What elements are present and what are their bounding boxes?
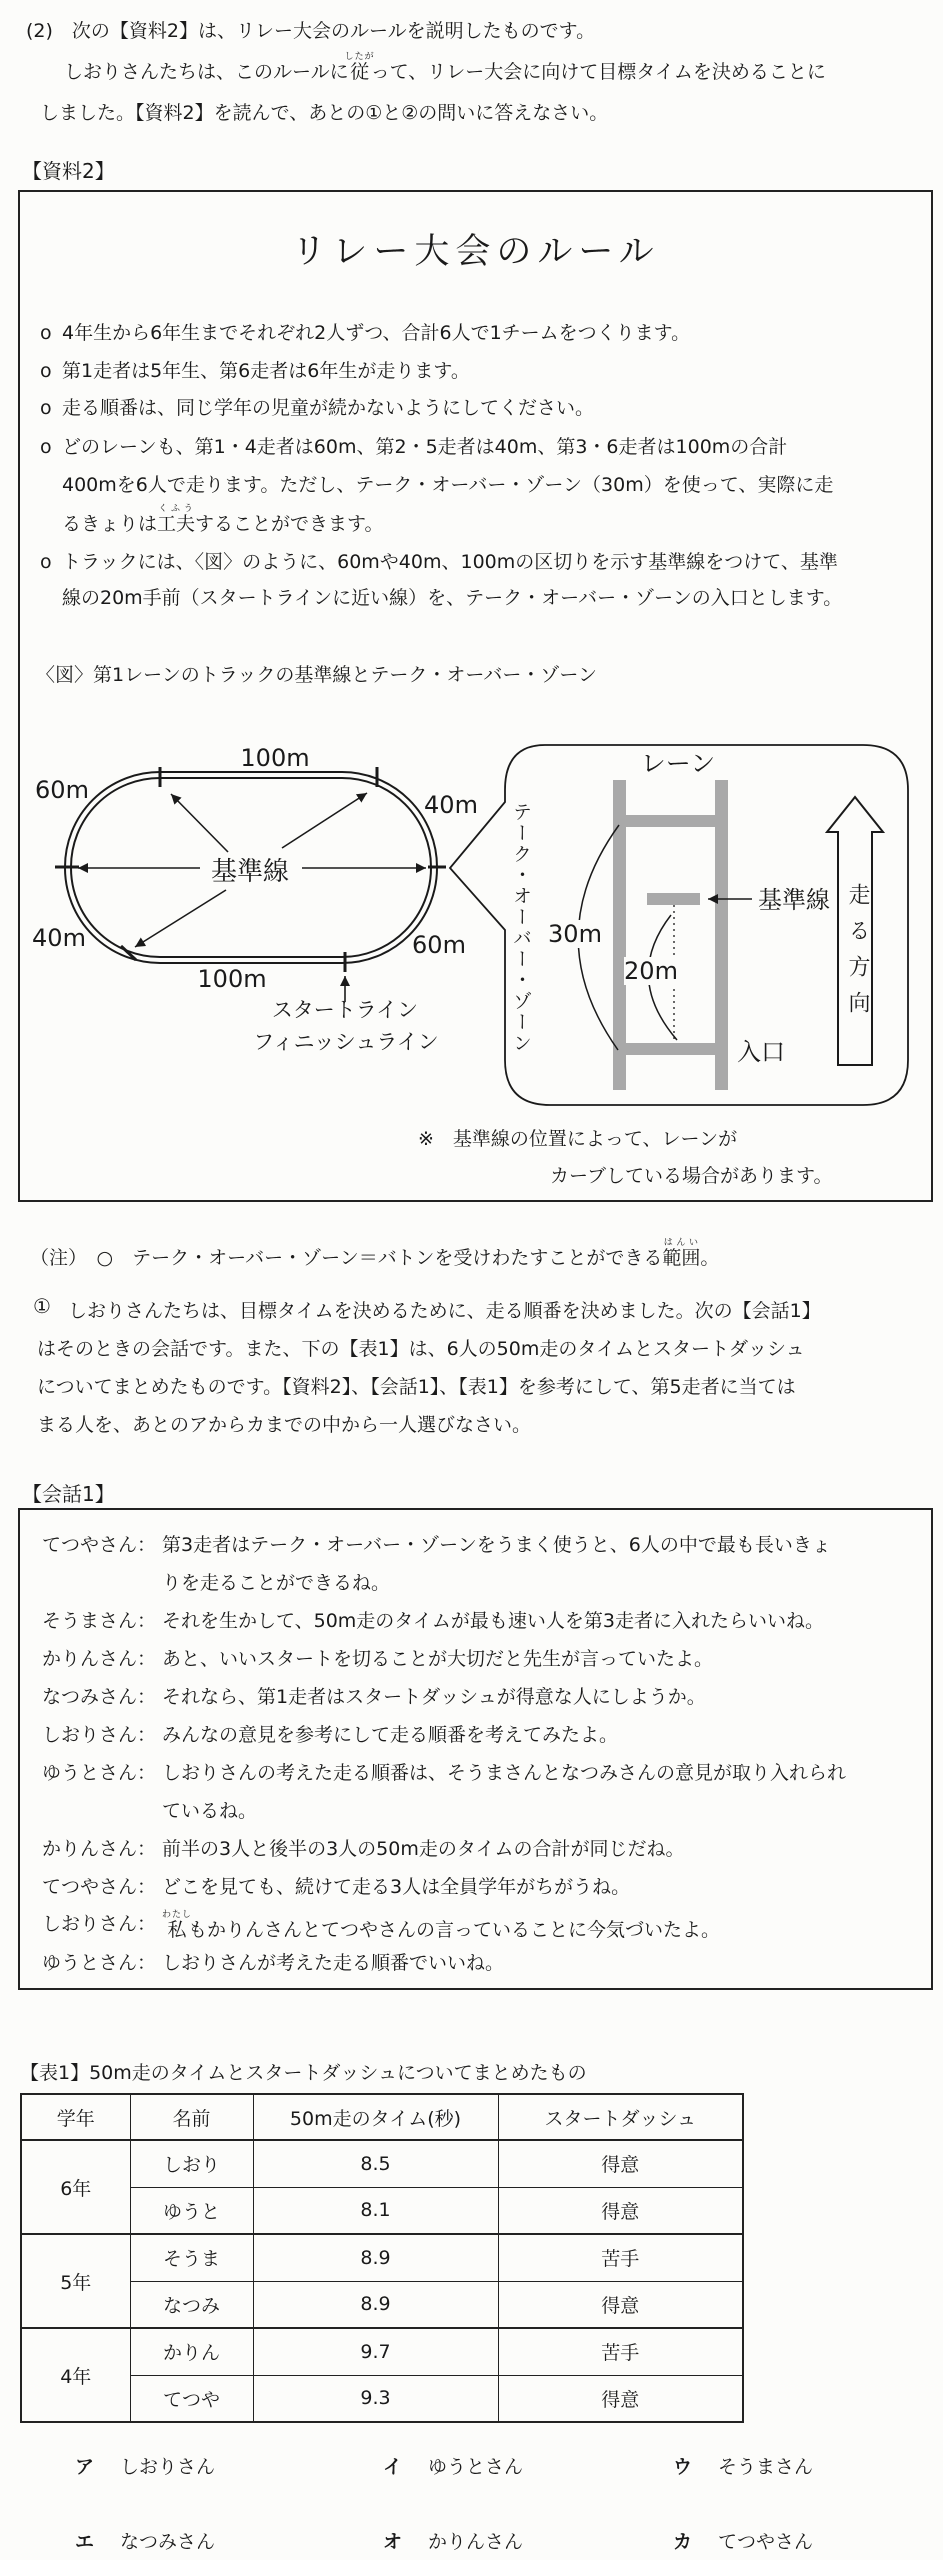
table-row (21, 2281, 743, 2328)
time-cell: 8.1 (253, 2187, 498, 2234)
option-key: カ (673, 2531, 693, 2553)
dash-cell: 得意 (498, 2281, 743, 2328)
kaiwa-label: 【会話1】 (22, 1482, 115, 1506)
problem-line-2-pre: しおりさんたちは、このルールに (64, 61, 349, 83)
zone-vertical-label: テーク・オーバー・ゾーン (510, 802, 532, 1054)
kijunsen-arrow-top-right (282, 793, 367, 848)
label-60m-top-left: 60m (35, 776, 89, 804)
header-dash: スタートダッシュ (498, 2094, 743, 2140)
table-row (21, 2328, 743, 2375)
dialogue-line: ゆうとさん： しおりさんが考えた走る順番でいいね。 (42, 1948, 902, 1975)
table-row (21, 2375, 743, 2422)
label-60m-bottom-right: 60m (412, 931, 466, 959)
option-ka: カ てつやさん (673, 2531, 814, 2553)
table-header-row (21, 2094, 743, 2140)
label-lane-kijunsen: 基準線 (758, 886, 830, 914)
shiryo2-title: リレー大会のルール (291, 232, 660, 272)
rule-5-line-2: 線の20m手前（スタートラインに近い線）を、テーク・オーバー・ゾーンの入口とします。 (62, 587, 843, 609)
label-40m-bottom-left: 40m (32, 924, 86, 952)
header-name: 名前 (130, 2094, 253, 2140)
problem-line-3: しました。【資料2】を読んで、あとの①と②の問いに答えなさい。 (40, 102, 609, 124)
table-caption: 【表1】50m走のタイムとスタートダッシュについてまとめたもの (20, 2062, 587, 2084)
kijunsen-arrow-bottom-left (135, 890, 226, 947)
track-diagram (30, 740, 910, 1110)
label-lane: レーン (640, 749, 716, 778)
speaker-name: なつみさん： (42, 1686, 157, 1708)
option-o: オ かりんさん (383, 2531, 524, 2553)
name-cell: ゆうと (130, 2187, 253, 2234)
grade-cell: 6年 (21, 2140, 130, 2234)
chu-note: （注） ○ テーク・オーバー・ゾーン＝バトンを受けわたすことができる範囲はんい。 (30, 1238, 720, 1269)
time-cell: 8.5 (253, 2140, 498, 2187)
ruby-kufuu: 工夫くふう (157, 504, 196, 535)
label-100m-top: 100m (240, 744, 310, 772)
rule-4-line-2: 400mを6人で走ります。ただし、テーク・オーバー・ゾーン（30m）を使って、実際に走 (62, 474, 834, 496)
bullet-marker: o (40, 436, 52, 458)
ruby-shitagau: 従したが (344, 52, 375, 83)
option-key: イ (383, 2456, 403, 2478)
name-cell: てつや (130, 2375, 253, 2422)
q1-line-2: はそのときの会話です。また、下の【表1】は、6人の50m走のタイムとスタートダッシュ (37, 1338, 805, 1360)
dialogue-continuation: りを走ることができるね。 (162, 1572, 391, 1594)
time-cell: 9.3 (253, 2375, 498, 2422)
dash-cell: 得意 (498, 2140, 743, 2187)
problem-line-1: (2) 次の【資料2】は、リレー大会のルールを説明したものです。 (26, 20, 596, 42)
option-key: ア (75, 2456, 95, 2478)
dialogue-line: かりんさん： 前半の3人と後半の3人の50m走のタイムの合計が同じだね。 (42, 1834, 902, 1861)
bullet-marker: o (40, 360, 52, 382)
rule-4-line-1: o どのレーンも、第1・4走者は60m、第2・5走者は40m、第3・6走者は100mの合計 (40, 436, 788, 458)
name-cell: かりん (130, 2328, 253, 2375)
dialogue-continuation: ているね。 (162, 1800, 258, 1822)
q1-line-3: についてまとめたものです。【資料2】、【会話1】、【表1】を参考にして、第5走者に当ては (37, 1376, 796, 1398)
bullet-marker: o (40, 397, 52, 419)
speaker-name: てつやさん： (42, 1534, 157, 1556)
time-cell: 8.9 (253, 2281, 498, 2328)
problem-line-2 (64, 52, 826, 87)
curve-note-line-1: ※ 基準線の位置によって、レーンが (418, 1128, 738, 1150)
dialogue-line: そうまさん： それを生かして、50m走のタイムが最も速い人を第3走者に入れたらいいね。 (42, 1606, 902, 1633)
label-30m: 30m (548, 920, 602, 948)
track-diagram-svg (30, 740, 910, 1110)
dialogue-line: ゆうとさん： しおりさんの考えた走る順番は、そうまさんとなつみさんの意見が取り入れられ (42, 1758, 902, 1785)
direction-vertical-label: 走る方向 (845, 883, 870, 1027)
option-i: イ ゆうとさん (383, 2456, 524, 2478)
rule-3: o 走る順番は、同じ学年の児童が続かないようにしてください。 (40, 397, 595, 419)
dialogue-line: かりんさん： あと、いいスタートを切ることが大切だと先生が言っていたよ。 (42, 1644, 902, 1671)
speaker-name: ゆうとさん： (42, 1762, 157, 1784)
option-key: エ (75, 2531, 95, 2553)
lane-entrance-bar (613, 1043, 728, 1055)
option-e: エ なつみさん (75, 2531, 216, 2553)
dash-cell: 得意 (498, 2187, 743, 2234)
grade-cell: 5年 (21, 2234, 130, 2328)
q1-line-1: しおりさんたちは、目標タイムを決めるために、走る順番を決めました。次の【会話1】 (68, 1300, 821, 1322)
dialogue-line: しおりさん： みんなの意見を参考にして走る順番を考えてみたよ。 (42, 1720, 902, 1747)
label-kijunsen-center: 基準線 (210, 857, 290, 887)
rule-5-line-1: o トラックには、〈図〉のように、60mや40m、100mの区切りを示す基準線をつけて、基準 (40, 551, 838, 573)
kijunsen-arrow-top-left (171, 794, 228, 852)
option-u: ウ そうまさん (673, 2456, 814, 2478)
dash-cell: 苦手 (498, 2328, 743, 2375)
problem-line-2-post: って、リレー大会に向けて目標タイムを決めることに (370, 61, 826, 83)
label-20m: 20m (624, 957, 678, 985)
table-row (21, 2140, 743, 2187)
label-start-line: スタートライン (271, 998, 419, 1022)
dash-cell: 得意 (498, 2375, 743, 2422)
curve-note-line-2: カーブしている場合があります。 (550, 1165, 833, 1187)
option-key: ウ (673, 2456, 693, 2478)
label-100m-bottom: 100m (197, 965, 267, 993)
header-grade: 学年 (21, 2094, 130, 2140)
dash-cell: 苦手 (498, 2234, 743, 2281)
bullet-marker: o (40, 322, 52, 344)
rule-1: o 4年生から6年生までそれぞれ2人ずつ、合計6人で1チームをつくります。 (40, 322, 691, 344)
dialogue-text: 私わたしもかりんさんとてつやさんの言っていることに今気づいたよ。 (162, 1910, 721, 1941)
speaker-name: ゆうとさん： (42, 1952, 157, 1974)
table-wrap (20, 2093, 744, 2423)
dialogue-line: てつやさん： 第3走者はテーク・オーバー・ゾーンをうまく使うと、6人の中で最も長いきょ (42, 1530, 902, 1557)
ruby-hani: 範囲はんい (662, 1238, 701, 1269)
name-cell: そうま (130, 2234, 253, 2281)
q1-line-4: まる人を、あとのアからカまでの中から一人選びなさい。 (37, 1414, 532, 1436)
label-finish-line: フィニッシュライン (253, 1030, 439, 1054)
speaker-name: しおりさん： (42, 1913, 157, 1935)
time-table (20, 2093, 744, 2423)
option-a: ア しおりさん (75, 2456, 216, 2478)
table-row (21, 2234, 743, 2281)
speaker-name: かりんさん： (42, 1648, 157, 1670)
lane-top-bar (613, 815, 728, 827)
dialogue-line: なつみさん： それなら、第1走者はスタートダッシュが得意な人にしようか。 (42, 1682, 902, 1709)
option-key: オ (383, 2531, 403, 2553)
grade-cell: 4年 (21, 2328, 130, 2422)
name-cell: しおり (130, 2140, 253, 2187)
ruby-watashi: 私わたし (162, 1910, 193, 1941)
table-row (21, 2187, 743, 2234)
speaker-name: しおりさん： (42, 1724, 157, 1746)
q1-number: ① (33, 1294, 51, 1318)
bullet-marker: o (40, 551, 52, 573)
dialogue-line (42, 1910, 902, 1944)
shiryo2-label: 【資料2】 (22, 159, 115, 183)
speaker-name: てつやさん： (42, 1876, 157, 1898)
time-cell: 8.9 (253, 2234, 498, 2281)
dialogue-line: てつやさん： どこを見ても、続けて走る3人は全員学年がちがうね。 (42, 1872, 902, 1899)
speaker-name: そうまさん： (42, 1610, 157, 1632)
speaker-name: かりんさん： (42, 1838, 157, 1860)
rule-4-line-3: るきょりは工夫くふうすることができます。 (62, 504, 384, 535)
time-cell: 9.7 (253, 2328, 498, 2375)
label-40m-top-right: 40m (424, 791, 478, 819)
label-entrance: 入口 (737, 1038, 785, 1066)
rule-2: o 第1走者は5年生、第6走者は6年生が走ります。 (40, 360, 470, 382)
header-time: 50m走のタイム(秒) (253, 2094, 498, 2140)
figure-caption: 〈図〉第1レーンのトラックの基準線とテーク・オーバー・ゾーン (36, 664, 598, 686)
name-cell: なつみ (130, 2281, 253, 2328)
lane-kijunsen-stub (647, 893, 700, 905)
